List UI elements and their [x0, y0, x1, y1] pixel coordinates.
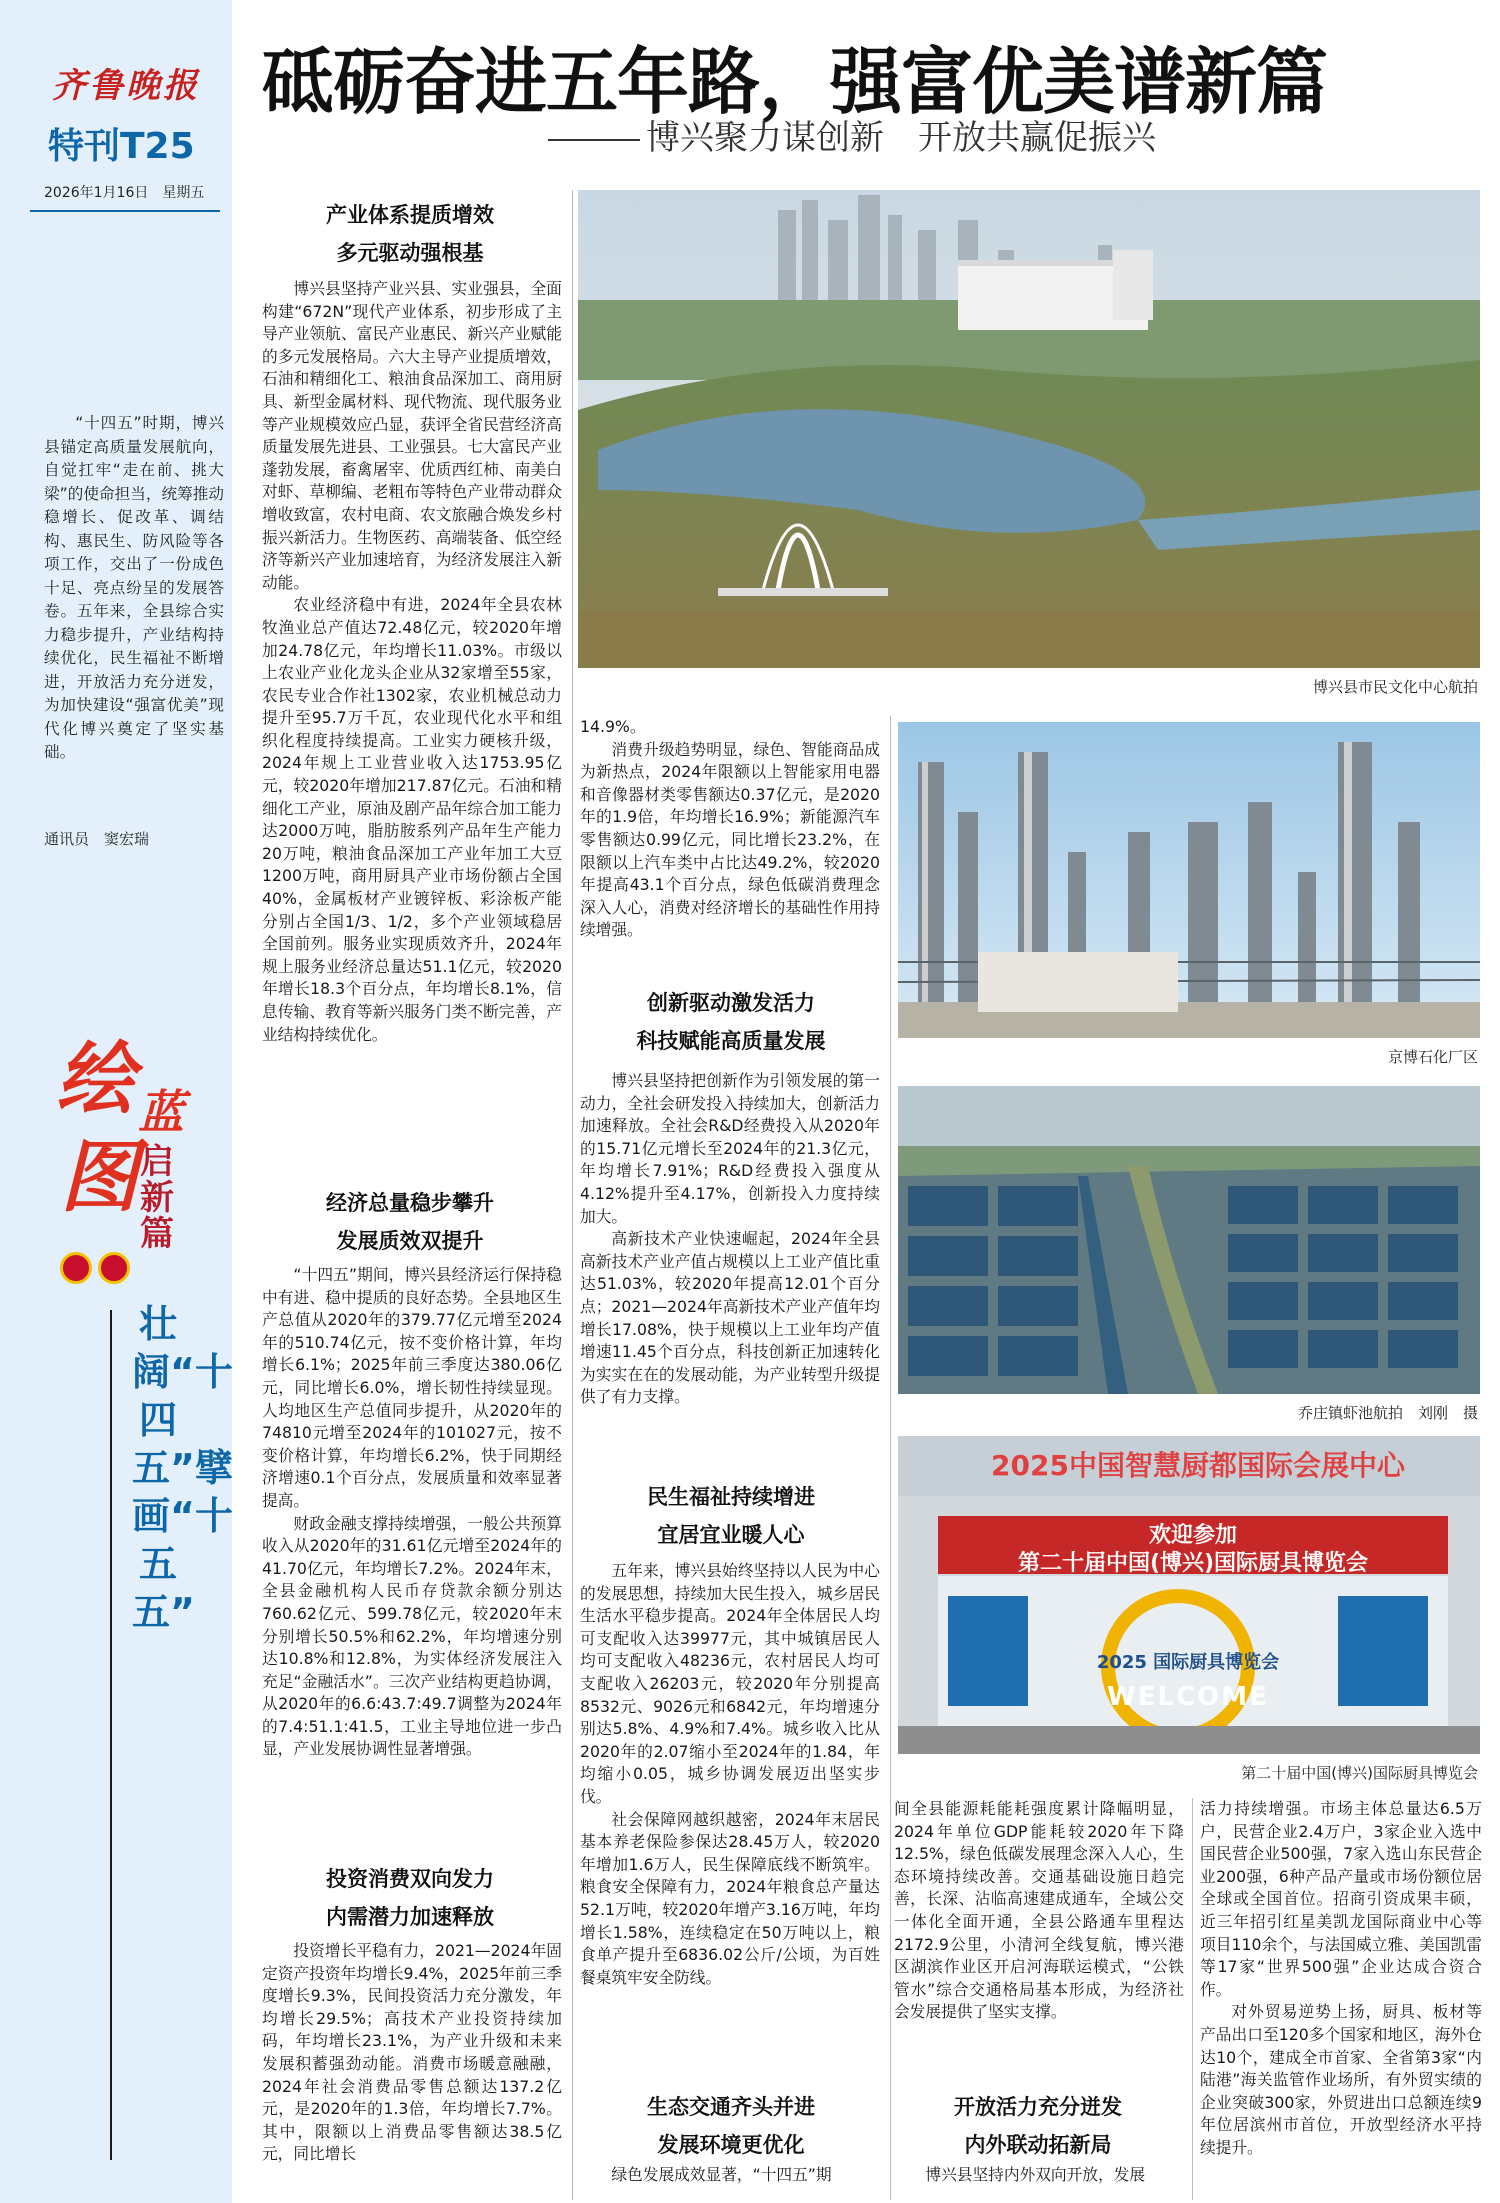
emblems	[60, 1252, 140, 1286]
paragraph: 活力持续增强。市场主体总量达6.5万户，民营企业2.4万户，3家企业入选中国民营企业500强，7家入选山东民营企业200强，6种产品产量或市场份额位居全球或全国首位。招商引资成果丰硕，近三年招引红星美凯龙国际商业中心等项目110余个，与法国威立雅、美国凯雷等17家“世界500强”企业达成合资合作。	[1200, 1799, 1482, 1999]
weekday-text: 星期五	[162, 185, 205, 201]
photo-caption: 乔庄镇虾池航拍 刘刚 摄	[1297, 1404, 1478, 1422]
intro-text	[44, 412, 224, 765]
section-title-investment	[250, 1860, 570, 1936]
expo-banner-line2: 第二十届中国(博兴)国际厨具博览会	[1017, 1551, 1369, 1576]
photo-shrimp-ponds	[898, 1086, 1480, 1394]
paragraph: 博兴县坚持产业兴县、实业强县，全面构建“672N”现代产业体系，初步形成了主导产业领航、富民产业惠民、新兴产业赋能的多元发展格局。六大主导产业提质增效，石油和精细化工、粮油食品深加工、商用厨具、新型金属材料、现代物流、现代服务业等产业规模效应凸显，获评全省民营经济高质量发展先进县、工业强县。七大富民产业蓬勃发展，畜禽屠宰、优质西红柿、南美白对虾、草柳编、老粗布等特色产业带动群众增收致富，农村电商、农文旅融合焕发乡村振兴新活力。生物医药、高端装备、低空经济等新兴产业加速培育，为经济发展注入新动能。	[262, 279, 562, 592]
series-title-char-tu: 图	[60, 1132, 139, 1223]
photo-caption: 博兴县市民文化中心航拍	[1312, 678, 1478, 696]
column-2-lower	[580, 1560, 880, 2100]
paragraph: 间全县能源耗能耗强度累计降幅明显，2024年单位GDP能耗较2020年下降12.5%，绿色低碳发展理念深入人心，生态环境持续改善。交通基础设施日趋完善，长深、沾临高速建成通车，全域公交一体化全面开通，全县公路通车里程达2172.9公里，小清河全线复航，博兴港区湖滨作业区开启河海联运模式，“公铁管水”综合交通格局基本形成，为经济社会发展提供了坚实支撑。	[894, 1799, 1184, 2022]
refinery-image	[898, 722, 1480, 1038]
photo-caption: 京博石化厂区	[1387, 1048, 1478, 1066]
column-1-middle	[262, 1264, 562, 1860]
paragraph: 高新技术产业快速崛起，2024年全县高新技术产业产值占规模以上工业产值比重达51.03%，较2020年提高12.01个百分点；2021—2024年高新技术产业产值年均增长17.08%，快于规模以上工业年均产值增速11.45个百分点，科技创新正加速转化为实实在在的发展动能，为产业转型升级提供了有力支撑。	[580, 1229, 880, 1407]
photo-caption: 第二十届中国(博兴)国际厨具博览会	[1241, 1764, 1478, 1782]
paragraph: 财政金融支撑持续增强，一般公共预算收入从2020年的31.61亿元增至2024年的41.70亿元，年均增长7.2%。2024年末，全县金融机构人民币存贷款余额分别达760.62亿元、599.78亿元，较2020年末分别增长50.5%和62.2%，年均增速分别达10.8%和12.8%，为实体经济发展注入充足“金融活水”。三次产业结构更趋协调，从2020年的6.6:43.7:49.7调整为2024年的7.4:51.1:41.5，工业主导地位进一步凸显，产业发展协调性显著增强。	[262, 1513, 562, 1759]
subheadline-dash	[548, 139, 640, 141]
section-title-line: 民生福祉持续增进	[647, 1484, 815, 1509]
sub-headline-text: 博兴聚力谋创新 开放共赢促振兴	[646, 118, 1156, 158]
expo-banner-line1: 欢迎参加	[1148, 1523, 1237, 1548]
section-title-opening	[888, 2088, 1188, 2164]
column-4	[1200, 1798, 1482, 2200]
intro-paragraph: “十四五”时期，博兴县锚定高质量发展航向，自觉扛牢“走在前、挑大梁”的使命担当，统筹推动稳增长、促改革、调结构、惠民生、防风险等各项工作，交出了一份成色十足、亮点纷呈的发展答卷。五年来，全县综合实力稳步提升，产业结构持续优化，民生福祉不断增进，开放活力充分迸发，为加快建设“强富优美”现代化博兴奠定了坚实基础。	[44, 414, 224, 761]
series-title-char-lan: 蓝	[138, 1085, 184, 1139]
section-title-line: 科技赋能高质量发展	[636, 1028, 826, 1053]
paragraph: 投资增长平稳有力，2021—2024年固定资产投资年均增长9.4%，2025年前三季度增长9.3%，民间投资活力充分激发，年均增长29.5%；高技术产业投资持续加码，年均增长23.1%，为产业升级和未来发展积蓄强劲动能。消费市场暖意融融，2024年社会消费品零售总额达137.2亿元，是2020年的1.3倍，年均增长7.7%。其中，限额以上消费品零售额达38.5亿元，同比增长	[262, 1941, 562, 2164]
series-title	[40, 1034, 230, 1300]
sub-headline	[548, 110, 1156, 159]
section-title-economy	[250, 1184, 570, 1260]
section-title-line: 经济总量稳步攀升	[326, 1190, 494, 1215]
civic-center-aerial-image	[578, 190, 1480, 668]
left-sidebar	[0, 0, 232, 2203]
photo-civic-center-aerial	[578, 190, 1480, 668]
paragraph: 农业经济稳中有进，2024年全县农林牧渔业总产值达72.48亿元，较2020年增加24.78亿元，年均增长11.03%。市级以上农业产业化龙头企业从32家增至55家，农民专业合作社1302家，农业机械总动力提升至95.7万千瓦，农业现代化水平和组织化程度持续提高。工业实力硬核升级，2024年规上工业营业收入达1753.95亿元，较2020年增加217.87亿元。石油和精细化工产业，原油及剧产品年综合加工能力达2000万吨，脂肪胺系列产品年生产能力20万吨，粮油食品深加工产业年加工大豆1200万吨，商用厨具产业市场份额占全国40%，金属板材产业镀锌板、彩涂板产能分别占全国1/3、1/2，多个产业领域稳居全国前列。服务业实现质效齐升，2024年规上服务业经济总量达51.1亿元，较2020年增长18.3个百分点，年均增长8.1%，信息传输、教育等新兴服务门类不断完善，产业结构持续优化。	[262, 595, 562, 1044]
photo-kitchenware-expo	[898, 1436, 1480, 1754]
column-rule	[890, 716, 891, 2200]
paragraph: 博兴县坚持把创新作为引领发展的第一动力，全社会研发投入持续加大，创新活力加速释放。全社会R&D经费投入从2020年的15.71亿元增长至2024年的21.3亿元，年均增长7.91%；R&D经费投入强度从4.12%提升至4.17%，创新投入力度持续加大。	[580, 1071, 880, 1226]
section-title-livelihood	[572, 1478, 890, 1554]
paragraph: 对外贸易逆势上扬，厨具、板材等产品出口至120多个国家和地区，海外仓达10个，建成全市首家、全省第3家“内陆港”海关监管作业场所，有外贸实绩的企业突破300家，外贸进出口总额连续9年位居滨州市首位，开放型经济水平持续提升。	[1200, 2002, 1482, 2157]
column-1-upper	[262, 278, 562, 1198]
paragraph: 14.9%。	[580, 717, 646, 736]
section-title-line: 发展质效双提升	[336, 1228, 484, 1253]
section-title-line: 宜居宜业暖人心	[657, 1522, 805, 1547]
section-title-line: 发展环境更优化	[657, 2132, 805, 2157]
section-title-line: 多元驱动强根基	[336, 240, 484, 265]
section-title-line: 生态交通齐头并进	[647, 2094, 815, 2119]
shrimp-ponds-image	[898, 1086, 1480, 1394]
reporter-credit: 通讯员 窦宏瑞	[44, 830, 150, 848]
paragraph: 五年来，博兴县始终坚持以人民为中心的发展思想，持续加大民生投入，城乡居民生活水平稳步提高。2024年全体居民人均可支配收入达39977元，其中城镇居民人均可支配收入48236元，农村居民人均可支配收入26203元，较2020年分别提高8532元、9026元和6842元，年均增速分别达5.8%、4.9%和7.4%。城乡收入比从2020年的2.07缩小至2024年的1.84，年均缩小0.05，城乡协调发展迈出坚实步伐。	[580, 1561, 880, 1806]
photo-refinery	[898, 722, 1480, 1038]
series-vertical-rule	[110, 1310, 112, 2160]
vertical-slogan: 壮阔“十四五”擘画“十五五”	[132, 1302, 233, 1634]
main-headline: 砥砺奋进五年路，强富优美谱新篇	[262, 39, 1328, 124]
column-2-bottom	[580, 2164, 880, 2200]
column-rule	[1192, 1798, 1193, 2200]
series-subtitle: 启新篇	[140, 1142, 174, 1254]
national-emblem-icon	[60, 1252, 92, 1284]
paragraph: 消费升级趋势明显，绿色、智能商品成为新热点，2024年限额以上智能家用电器和音像器材类零售额达0.37亿元，是2020年的1.9倍，年均增长16.9%；新能源汽车零售额达0.99亿元，同比增长23.2%，在限额以上汽车类中占比达49.2%，较2020年提高43.1个百分点，绿色低碳消费理念深入人心，消费对经济增长的基础性作用持续增强。	[580, 739, 880, 940]
column-2-upper	[580, 716, 880, 980]
paragraph: 社会保障网越织越密，2024年末居民基本养老保险参保达28.45万人，较2020年增加1.6万人，民生保障底线不断筑牢。粮食安全保障有力，2024年粮食总产量达52.1万吨，较2020年增产3.16万吨，年均增长1.58%，连续稳定在50万吨以上，粮食单产提升至6836.02公斤/公顷，为百姓餐桌筑牢安全防线。	[580, 1809, 880, 1987]
section-title-line: 投资消费双向发力	[326, 1866, 494, 1891]
newspaper-logo: 齐鲁晚报	[52, 66, 200, 106]
column-1-lower	[262, 1940, 562, 2196]
column-2-middle	[580, 1070, 880, 1530]
edition-label: 特刊T25	[48, 126, 195, 167]
section-title-ecology	[572, 2088, 890, 2164]
section-title-innovation	[572, 984, 890, 1060]
party-emblem-icon	[98, 1252, 130, 1284]
sidebar-divider	[30, 210, 220, 212]
column-3-upper	[894, 1798, 1184, 2098]
section-title-line: 内需潜力加速释放	[326, 1904, 494, 1929]
section-title-line: 开放活力充分迸发	[954, 2094, 1122, 2119]
section-title-line: 产业体系提质增效	[326, 202, 494, 227]
section-title-line: 创新驱动激发活力	[647, 990, 815, 1015]
date-text: 2026年1月16日	[44, 185, 149, 201]
expo-building-sign: 2025中国智慧厨都国际会展中心	[991, 1449, 1405, 1482]
section-title-industry	[250, 196, 570, 272]
section-title-line: 内外联动拓新局	[964, 2132, 1112, 2157]
expo-welcome-sign: WELCOME	[1107, 1682, 1269, 1712]
paragraph: “十四五”期间，博兴县经济运行保持稳中有进、稳中提质的良好态势。全县地区生产总值从2020年的379.77亿元增至2024年的510.74亿元，按不变价格计算，年均增长6.1%；2025年前三季度达380.06亿元，同比增长6.0%，增长韧性持续显现。人均地区生产总值同步提升，从2020年的74810元增至2024年的101027元，按不变价格计算，年均增长6.2%，快于同期经济增速0.1个百分点，发展质量和效率显著提高。	[262, 1265, 562, 1510]
publication-date	[44, 182, 204, 202]
paragraph: 绿色发展成效显著，“十四五”期	[611, 2165, 832, 2184]
expo-title-sign: 2025 国际厨具博览会	[1096, 1652, 1280, 1673]
paragraph: 博兴县坚持内外双向开放，发展	[925, 2165, 1146, 2184]
column-3-bottom	[894, 2164, 1184, 2200]
column-rule	[572, 190, 573, 2200]
series-title-char-hui: 绘	[56, 1034, 135, 1125]
